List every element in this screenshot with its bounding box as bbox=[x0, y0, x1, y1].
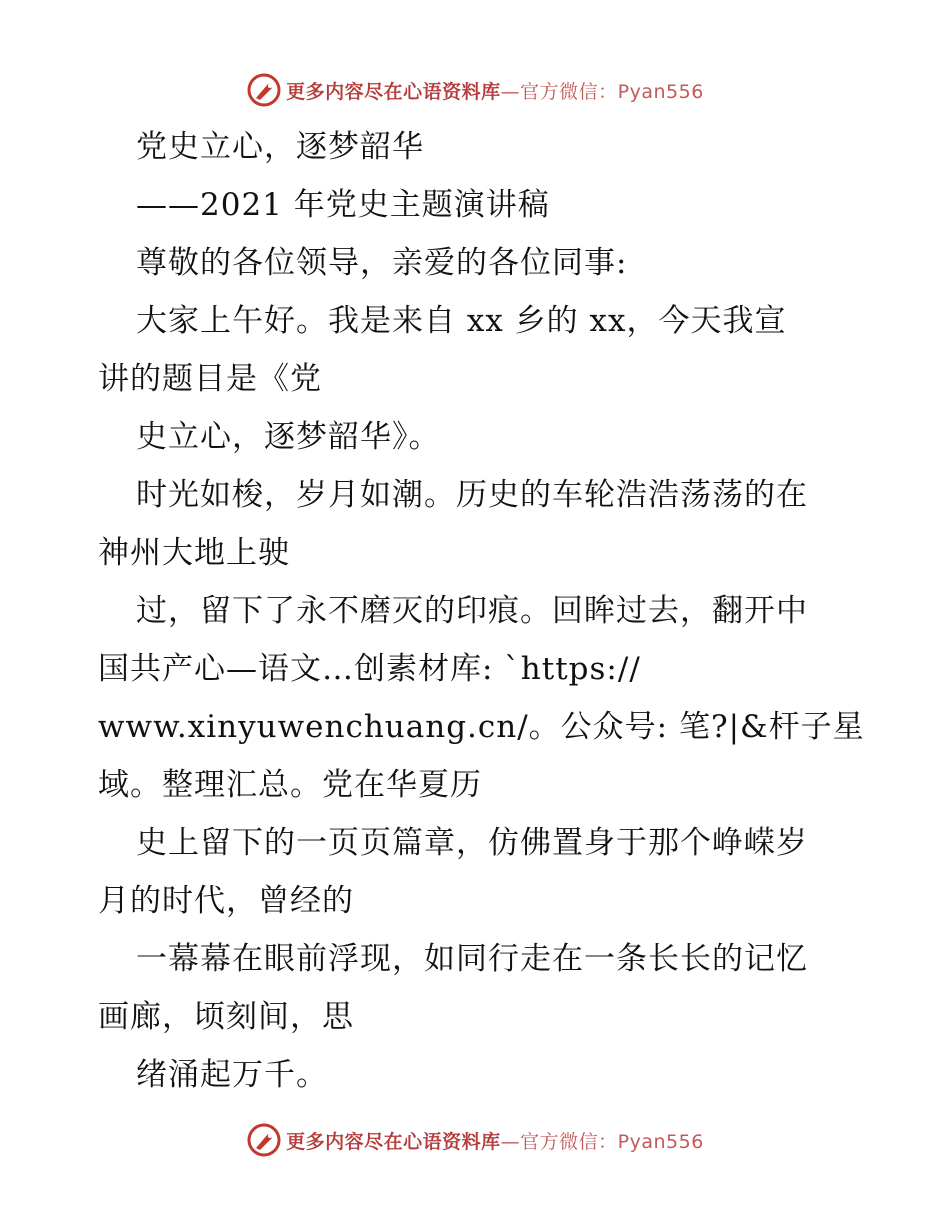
text-line: www.xinyuwenchuang.cn/。公众号: 笔?|&杆子星 bbox=[98, 709, 865, 745]
text-line: 国共产心—语文…创素材库: `https:// bbox=[98, 651, 641, 687]
text-line: ——2021 年党史主题演讲稿 bbox=[136, 187, 550, 223]
text-line: 域。整理汇总。党在华夏历 bbox=[98, 767, 482, 803]
text-line: 史上留下的一页页篇章，仿佛置身于那个峥嵘岁 bbox=[136, 825, 808, 861]
text-line: 画廊，顷刻间，思 bbox=[98, 999, 354, 1035]
text-line: 一幕幕在眼前浮现，如同行走在一条长长的记忆 bbox=[136, 941, 808, 977]
header-watermark bbox=[0, 68, 950, 112]
text-line: 大家上午好。我是来自 xx 乡的 xx，今天我宣 bbox=[136, 303, 787, 339]
text-line: 绪涌起万千。 bbox=[136, 1057, 328, 1093]
watermark-text bbox=[286, 1127, 704, 1154]
text-line: 尊敬的各位领导，亲爱的各位同事: bbox=[136, 245, 628, 281]
footer-watermark bbox=[0, 1118, 950, 1162]
text-line: 时光如梭，岁月如潮。历史的车轮浩浩荡荡的在 bbox=[136, 477, 808, 513]
watermark-dash: — bbox=[500, 80, 521, 103]
text-line: 讲的题目是《党 bbox=[98, 361, 322, 397]
text-line: 史立心，逐梦韶华》。 bbox=[136, 419, 441, 455]
watermark-dash: — bbox=[500, 1130, 521, 1153]
text-line: 过，留下了永不磨灭的印痕。回眸过去，翻开中 bbox=[136, 593, 808, 629]
watermark-sub: 官方微信：Pyan556 bbox=[520, 80, 704, 103]
watermark-main: 更多内容尽在心语资料库 bbox=[286, 1130, 501, 1153]
watermark-sub: 官方微信：Pyan556 bbox=[520, 1130, 704, 1153]
pen-nib-logo-icon bbox=[246, 1122, 282, 1158]
text-line: 神州大地上驶 bbox=[98, 535, 290, 571]
watermark-text bbox=[286, 77, 704, 104]
pen-nib-logo-icon bbox=[246, 72, 282, 108]
watermark-main: 更多内容尽在心语资料库 bbox=[286, 80, 501, 103]
document-body bbox=[98, 118, 898, 1104]
text-line: 党史立心，逐梦韶华 bbox=[136, 129, 424, 165]
text-line: 月的时代，曾经的 bbox=[98, 883, 354, 919]
